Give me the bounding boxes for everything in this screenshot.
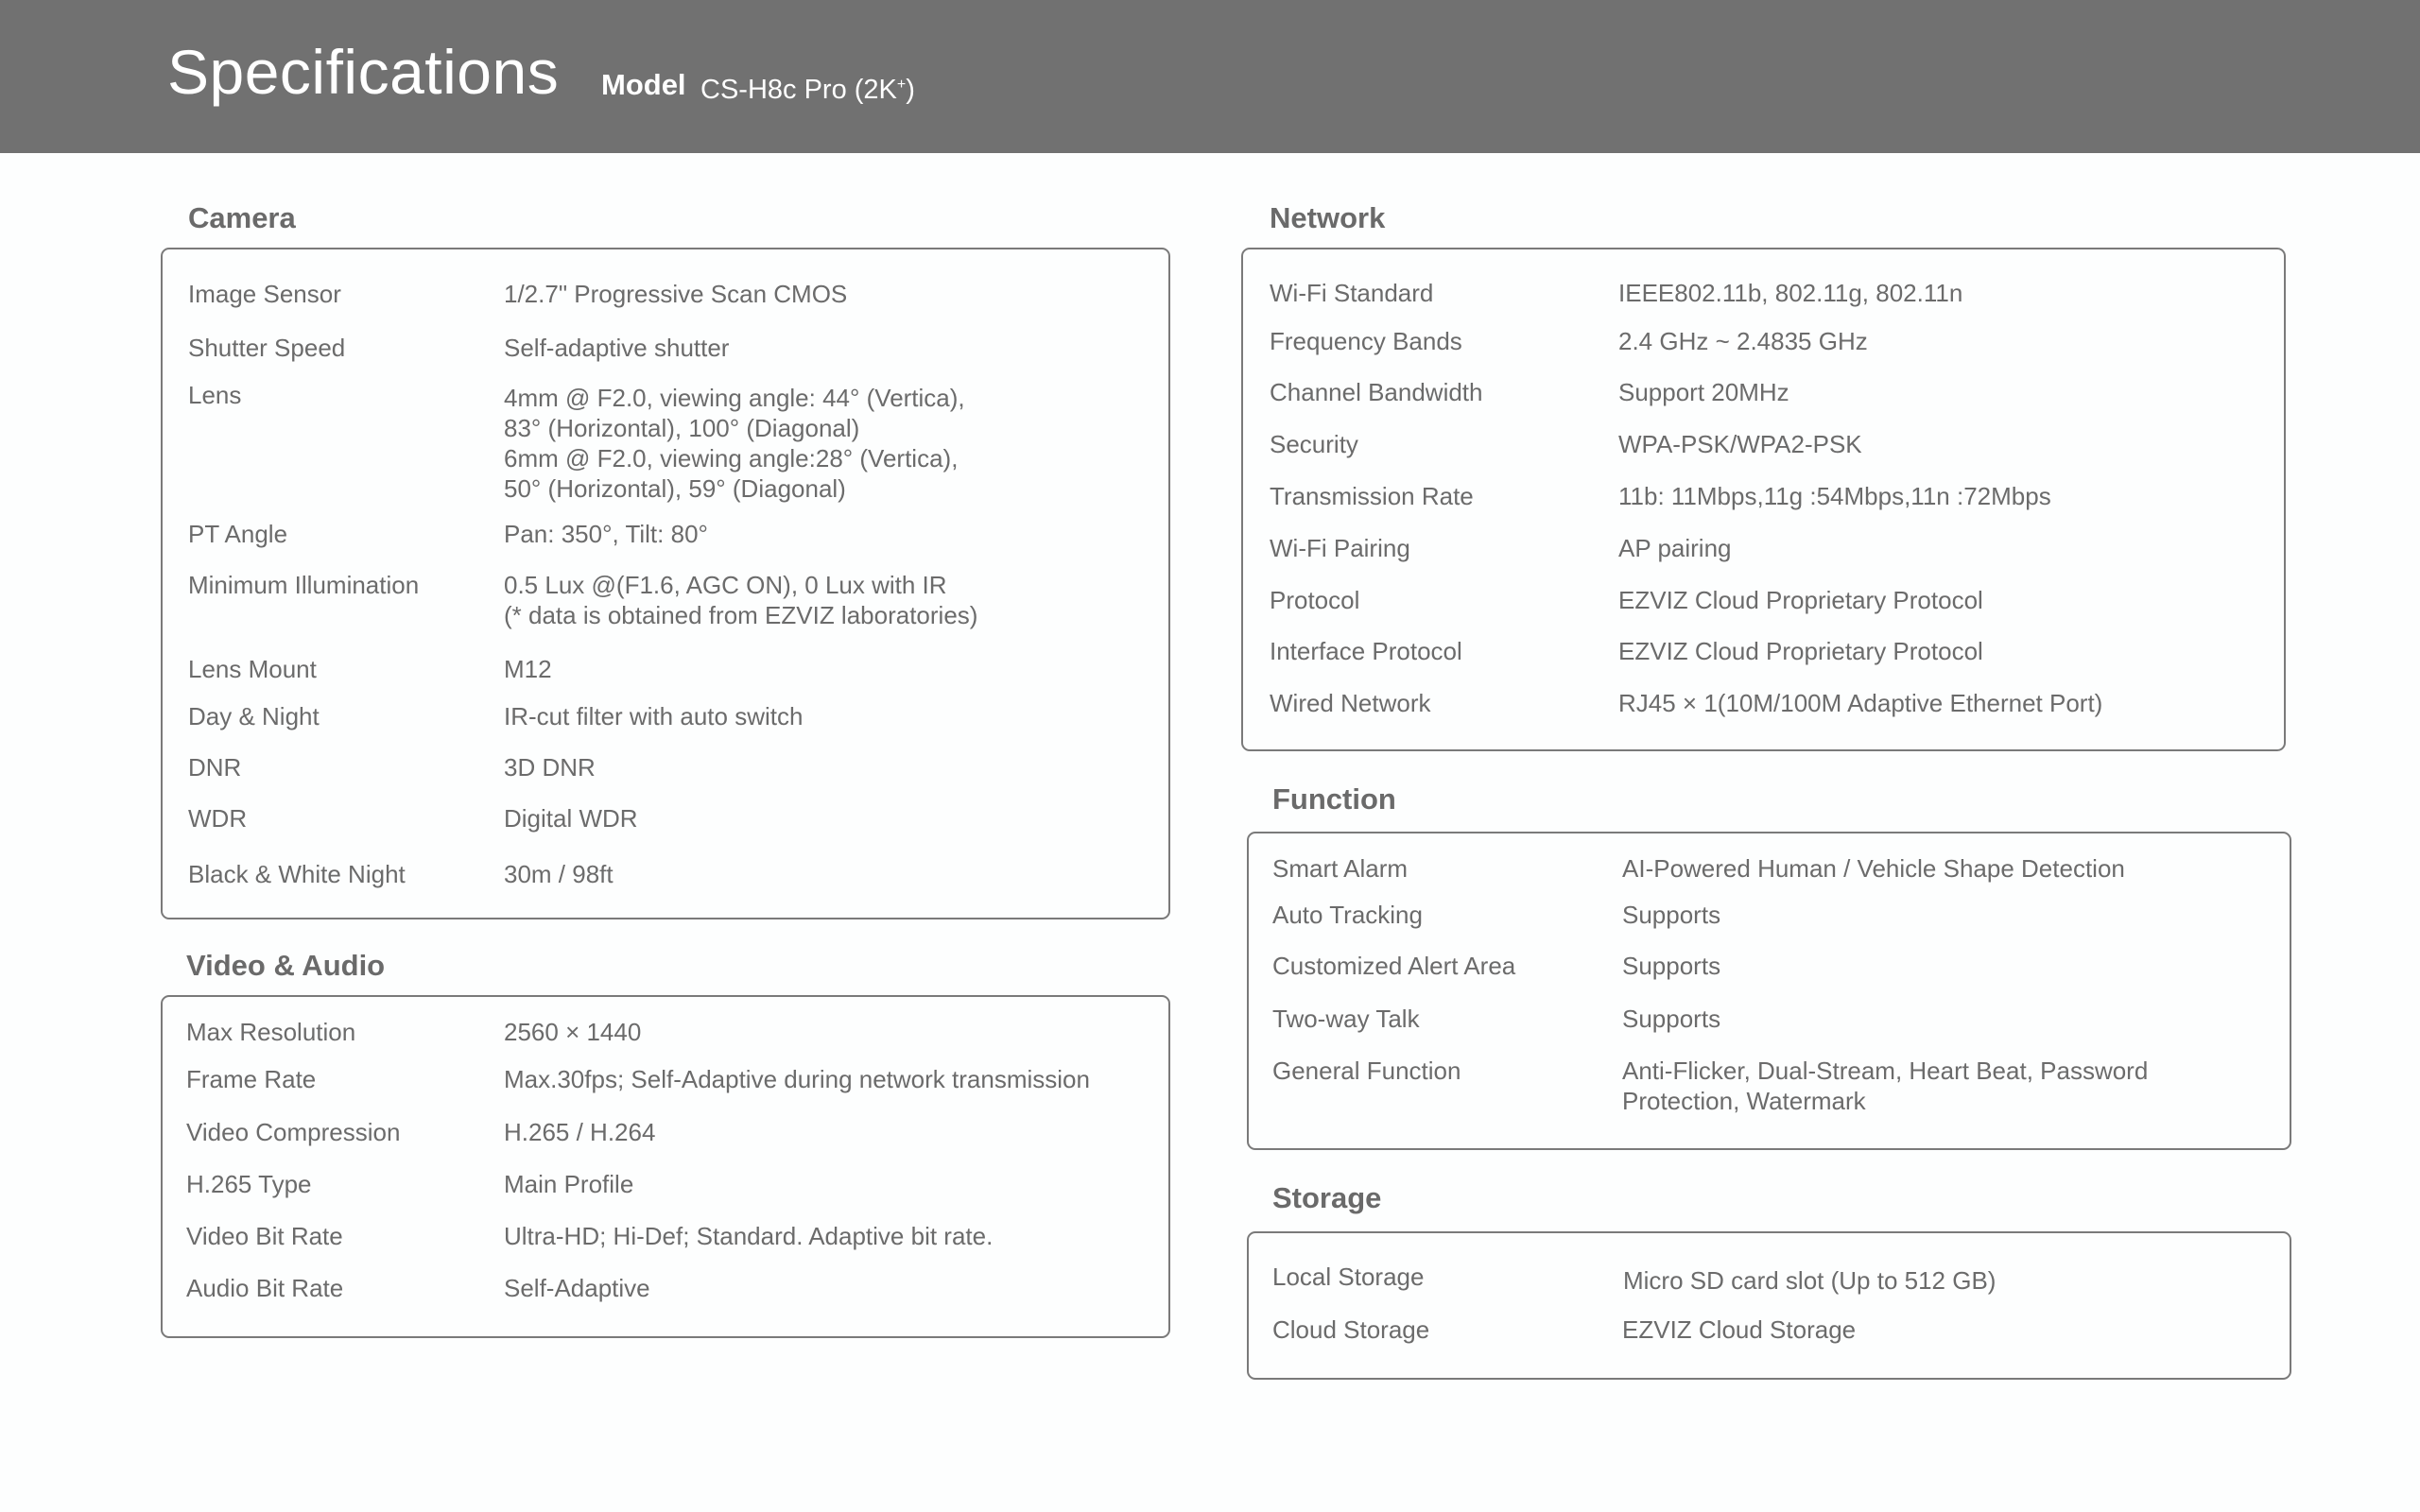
- model-label: Model: [601, 68, 686, 101]
- spec-label: Shutter Speed: [188, 334, 346, 362]
- spec-label: Channel Bandwidth: [1270, 378, 1483, 406]
- spec-label: H.265 Type: [186, 1170, 312, 1198]
- spec-label: Auto Tracking: [1272, 901, 1423, 929]
- spec-label: Interface Protocol: [1270, 637, 1462, 665]
- spec-value: Support 20MHz: [1618, 378, 1789, 406]
- page-title: Specifications: [167, 37, 560, 107]
- spec-value: RJ45 × 1(10M/100M Adaptive Ethernet Port): [1618, 689, 2103, 717]
- spec-label: Customized Alert Area: [1272, 952, 1516, 980]
- spec-value: Main Profile: [504, 1170, 634, 1198]
- spec-label: Frame Rate: [186, 1065, 317, 1093]
- spec-value: AI-Powered Human / Vehicle Shape Detection: [1622, 854, 2125, 883]
- spec-value: Pan: 350°, Tilt: 80°: [504, 520, 708, 548]
- spec-label: Lens Mount: [188, 655, 317, 683]
- spec-value: Supports: [1622, 901, 1721, 929]
- spec-value: AP pairing: [1618, 534, 1732, 562]
- spec-value: Supports: [1622, 952, 1721, 980]
- spec-label: Smart Alarm: [1272, 854, 1409, 883]
- model-name-close: ): [906, 75, 915, 105]
- spec-label: Day & Night: [188, 702, 320, 730]
- spec-label: DNR: [188, 753, 242, 782]
- section-title-network: Network: [1270, 201, 1386, 234]
- section-title-function: Function: [1272, 782, 1396, 816]
- spec-value: H.265 / H.264: [504, 1118, 656, 1146]
- spec-value: WPA-PSK/WPA2-PSK: [1618, 430, 1862, 458]
- spec-label: PT Angle: [188, 520, 288, 548]
- spec-label: Audio Bit Rate: [186, 1274, 344, 1302]
- spec-label: Frequency Bands: [1270, 327, 1462, 355]
- spec-label: Minimum Illumination: [188, 571, 420, 599]
- spec-value: EZVIZ Cloud Proprietary Protocol: [1618, 637, 1983, 665]
- spec-value: Micro SD card slot (Up to 512 GB): [1623, 1266, 1996, 1295]
- spec-value: 2560 × 1440: [504, 1018, 642, 1046]
- section-title-storage: Storage: [1272, 1181, 1382, 1214]
- spec-label: Video Bit Rate: [186, 1222, 343, 1250]
- spec-value: IEEE802.11b, 802.11g, 802.11n: [1618, 279, 1963, 307]
- spec-value: EZVIZ Cloud Storage: [1622, 1315, 1857, 1344]
- model-name: CS-H8c Pro (2K: [700, 75, 897, 105]
- spec-value: IR-cut filter with auto switch: [504, 702, 804, 730]
- spec-value: 2.4 GHz ~ 2.4835 GHz: [1618, 327, 1868, 355]
- spec-value: M12: [504, 655, 552, 683]
- spec-value: 30m / 98ft: [504, 860, 614, 888]
- spec-label: General Function: [1272, 1057, 1461, 1085]
- spec-value: 3D DNR: [504, 753, 596, 782]
- header-bar: [0, 0, 2420, 153]
- section-title-video-audio: Video & Audio: [186, 949, 386, 982]
- spec-label: Local Storage: [1272, 1263, 1425, 1291]
- spec-value: Max.30fps; Self-Adaptive during network transmission: [504, 1065, 1090, 1093]
- spec-value: Ultra-HD; Hi-Def; Standard. Adaptive bit rate.: [504, 1222, 994, 1250]
- spec-label: WDR: [188, 804, 248, 833]
- spec-label: Max Resolution: [186, 1018, 356, 1046]
- spec-value: Self-adaptive shutter: [504, 334, 730, 362]
- spec-value: 0.5 Lux @(F1.6, AGC ON), 0 Lux with IR (* data is obtained from EZVIZ laboratories): [504, 571, 978, 629]
- spec-value: EZVIZ Cloud Proprietary Protocol: [1618, 586, 1983, 614]
- spec-label: Lens: [188, 381, 242, 409]
- spec-label: Image Sensor: [188, 280, 341, 308]
- spec-label: Black & White Night: [188, 860, 406, 888]
- model-value: [700, 66, 915, 109]
- spec-label: Video Compression: [186, 1118, 401, 1146]
- spec-label: Wi-Fi Pairing: [1270, 534, 1410, 562]
- spec-label: Two-way Talk: [1272, 1005, 1420, 1033]
- spec-label: Transmission Rate: [1270, 482, 1474, 510]
- spec-value: 11b: 11Mbps,11g :54Mbps,11n :72Mbps: [1618, 482, 2051, 510]
- spec-value: Anti-Flicker, Dual-Stream, Heart Beat, Password Protection, Watermark: [1622, 1057, 2149, 1115]
- model-superscript: +: [896, 77, 907, 93]
- spec-label: Security: [1270, 430, 1358, 458]
- spec-label: Protocol: [1270, 586, 1360, 614]
- spec-value: 4mm @ F2.0, viewing angle: 44° (Vertica), 83° (Horizontal), 100° (Diagonal) 6mm @ F2.0, viewing angle:28° (Vertica), 50° (Horizontal), 59° (Diagonal): [504, 384, 965, 503]
- spec-value: Digital WDR: [504, 804, 638, 833]
- section-title-camera: Camera: [188, 201, 296, 234]
- storage-spec-box: [1247, 1231, 2291, 1380]
- spec-label: Cloud Storage: [1272, 1315, 1430, 1344]
- spec-value: Self-Adaptive: [504, 1274, 650, 1302]
- spec-value: Supports: [1622, 1005, 1721, 1033]
- spec-label: Wired Network: [1270, 689, 1431, 717]
- spec-value: 1/2.7" Progressive Scan CMOS: [504, 280, 848, 308]
- spec-label: Wi-Fi Standard: [1270, 279, 1434, 307]
